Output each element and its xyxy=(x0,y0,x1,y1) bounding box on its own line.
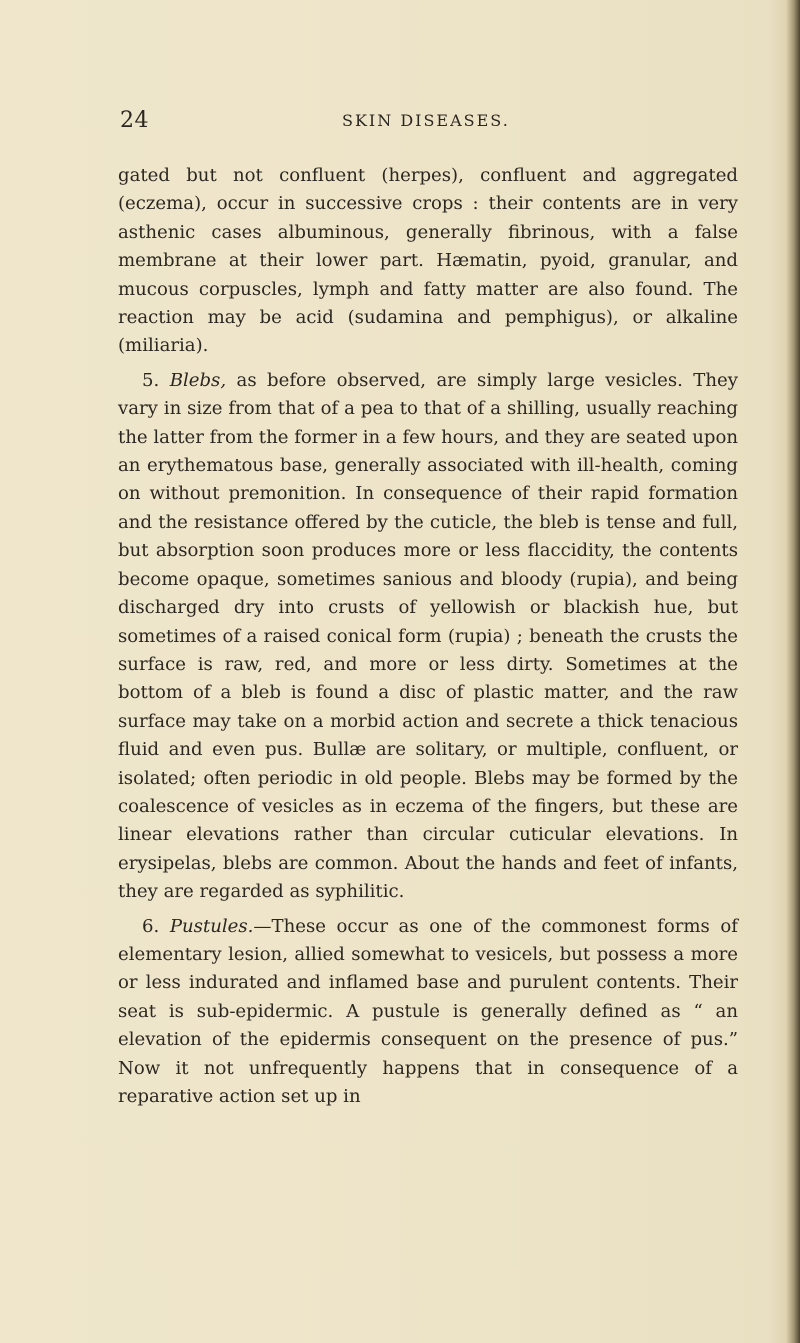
paragraph-pustules xyxy=(118,913,738,1112)
section-number: 6. xyxy=(142,915,160,937)
section-number: 5. xyxy=(142,369,160,391)
running-head: SKIN DISEASES. xyxy=(342,111,510,130)
paragraph-blebs xyxy=(118,367,738,907)
paragraph-text: —These occur as one of the commonest forms of elementary lesion, allied somewhat to vesicels, but possess a more or less indurated and inflamed base and purulent contents. Their seat is sub-epidermic. A pustule is generally defined as “ an elevation of the epidermis consequent on the presence of pus.” Now it not unfrequently happens that in consequence of a reparative action set up in xyxy=(118,915,738,1107)
page-edge-shadow xyxy=(786,0,800,1343)
paragraph-text: as before observed, are simply large vesicles. They vary in size from that of a pea to that of a shilling, usually reaching the latter from the former in a few hours, and they are seated upon an erythematous base, generally associated with ill-health, coming on without premonition. In consequence of their rapid formation and the resistance offered by the cuticle, the bleb is tense and full, but absorption soon produces more or less flaccidity, the contents become opaque, sometimes sanious and bloody (rupia), and being discharged dry into crusts of yellowish or blackish hue, but sometimes of a raised conical form (rupia) ; beneath the crusts the surface is raw, red, and more or less dirty. Sometimes at the bottom of a bleb is found a disc of plastic matter, and the raw surface may take on a morbid action and secrete a thick tenacious fluid and even pus. Bullæ are solitary, or multiple, confluent, or isolated; often periodic in old people. Blebs may be formed by the coalescence of vesicles as in eczema of the fingers, but these are linear elevations rather than circular cuticular elevations. In erysipelas, blebs are common. About the hands and feet of infants, they are regarded as syphilitic. xyxy=(118,369,738,903)
page-header xyxy=(0,108,800,138)
section-lead-term: Pustules. xyxy=(169,915,254,937)
paragraph-text: gated but not confluent (herpes), confluent and aggregated (eczema), occur in successive crops : their contents are in very asthenic cases albuminous, generally fibrinous, with a false membrane at their lower part. Hæmatin, pyoid, granular, and mucous corpuscles, lymph and fatty matter are also found. The reaction may be acid (sudamina and pemphigus), or alkaline (miliaria). xyxy=(118,165,738,357)
section-lead-term: Blebs, xyxy=(169,369,227,391)
body-text xyxy=(118,162,738,1111)
page-number: 24 xyxy=(120,108,149,133)
paragraph-continuation xyxy=(118,162,738,361)
